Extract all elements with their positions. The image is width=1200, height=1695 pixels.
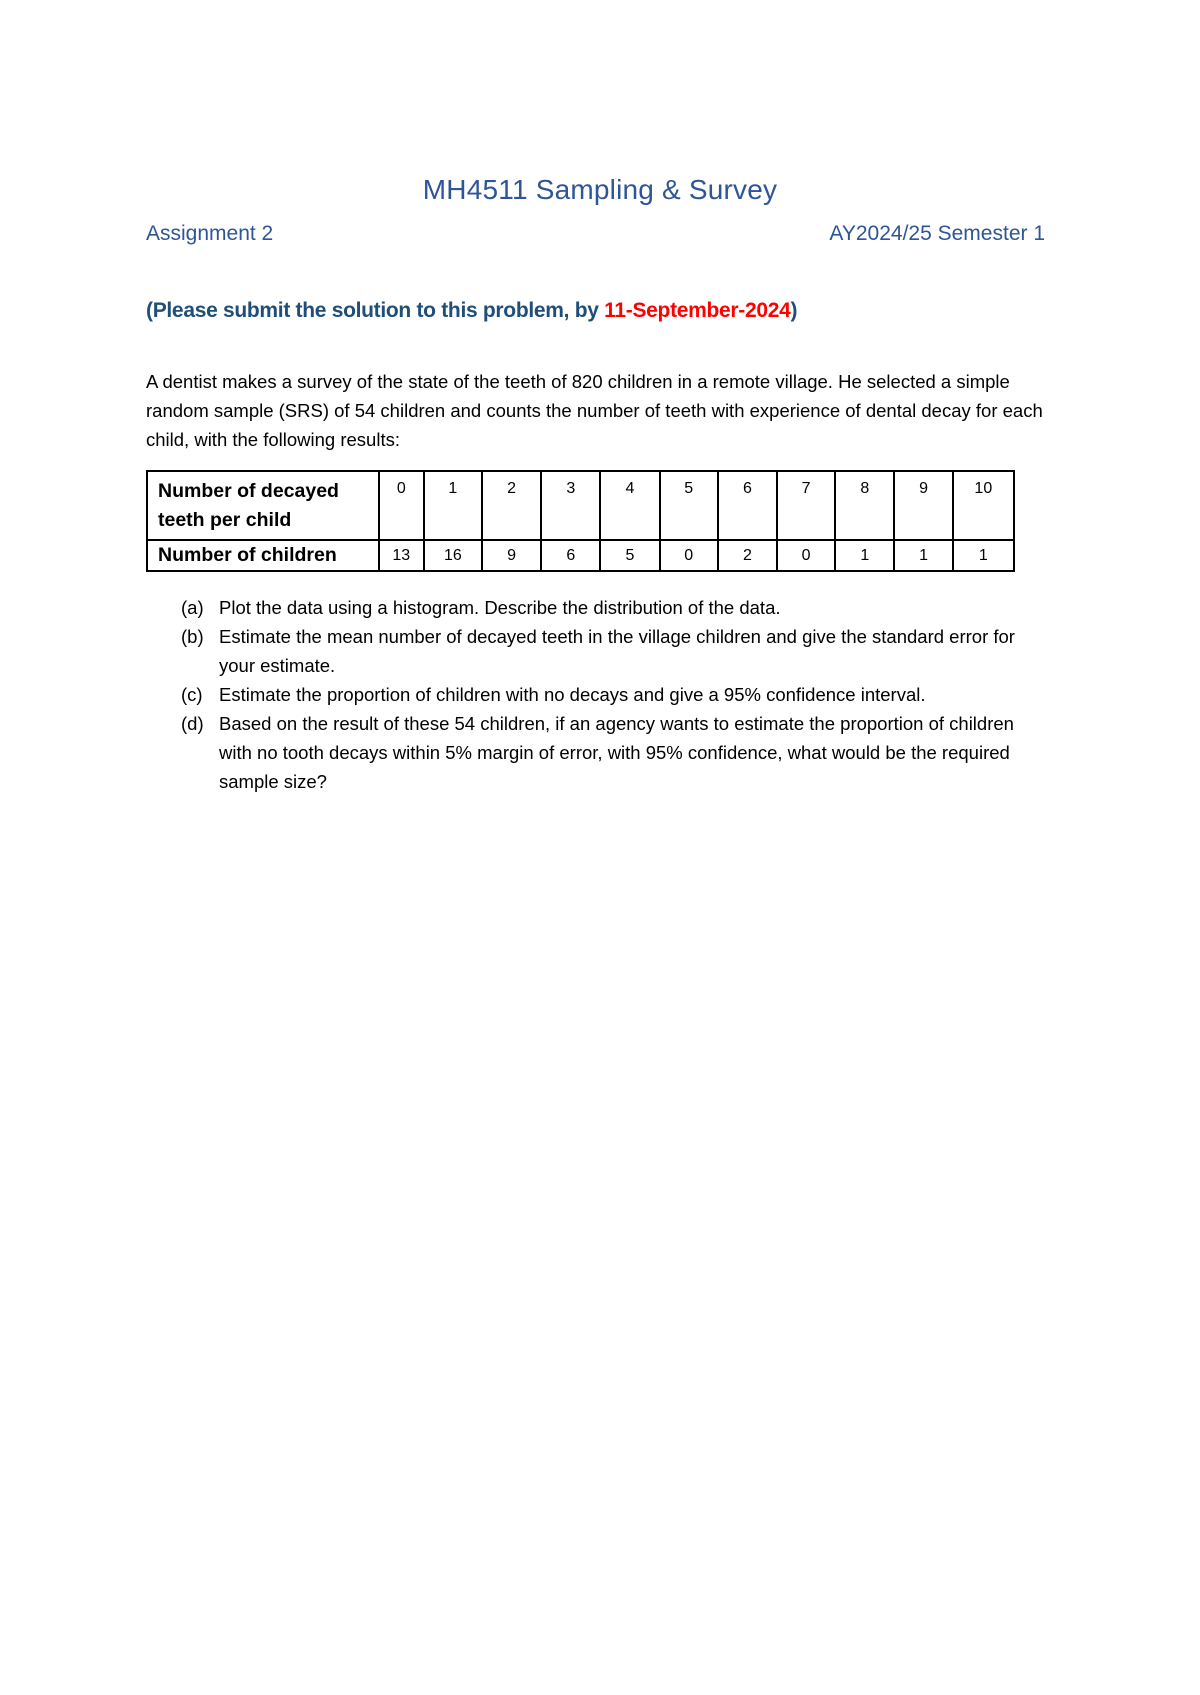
table-cell: 1 — [424, 471, 482, 540]
question-text: Based on the result of these 54 children, if an agency wants to estimate the proportion of children with no tooth decays within 5% margin of error, with 95% confidence, what would be the required sample size? — [219, 713, 1014, 792]
table-cell: 8 — [835, 471, 894, 540]
subheader — [146, 222, 1045, 246]
table-cell: 9 — [482, 540, 541, 571]
page-title: MH4511 Sampling & Survey — [422, 174, 778, 205]
table-cell: 0 — [660, 540, 718, 571]
deadline-date: 11-September-2024 — [604, 299, 791, 322]
instruction-suffix: ) — [790, 299, 798, 322]
question-item — [146, 622, 1051, 680]
question-label: (b) — [181, 626, 204, 647]
table-cell: 6 — [541, 540, 600, 571]
question-item — [146, 593, 1051, 622]
table-cell: 2 — [718, 540, 777, 571]
row-header-decayed: Number of decayed teeth per child — [147, 471, 379, 540]
table-cell: 13 — [379, 540, 424, 571]
table-cell: 10 — [953, 471, 1014, 540]
table-cell: 1 — [894, 540, 952, 571]
table-cell: 16 — [424, 540, 482, 571]
table-cell: 1 — [835, 540, 894, 571]
table-cell: 9 — [894, 471, 952, 540]
question-item — [146, 709, 1051, 796]
question-item — [146, 680, 1051, 709]
instruction-prefix: (Please submit the solution to this problem, by — [146, 299, 605, 322]
table-row-children — [147, 540, 1014, 571]
question-text: Estimate the proportion of children with no decays and give a 95% confidence interval. — [219, 684, 926, 705]
table-cell: 5 — [600, 540, 659, 571]
row-header-children: Number of children — [147, 540, 379, 571]
question-list — [146, 593, 1051, 796]
term-label: AY2024/25 Semester 1 — [829, 222, 1045, 245]
table-cell: 7 — [777, 471, 835, 540]
question-text: Plot the data using a histogram. Describe the distribution of the data. — [219, 597, 781, 618]
data-table — [146, 470, 1015, 572]
table-cell: 6 — [718, 471, 777, 540]
problem-intro: A dentist makes a survey of the state of the teeth of 820 children in a remote village. He selected a simple random sample (SRS) of 54 children and counts the number of teeth with experience of dental decay for each child, with the following results: — [146, 371, 1043, 450]
question-label: (c) — [181, 684, 203, 705]
submission-instruction — [146, 299, 797, 323]
table-cell: 5 — [660, 471, 718, 540]
table-cell: 1 — [953, 540, 1014, 571]
table-cell: 4 — [600, 471, 659, 540]
assignment-label: Assignment 2 — [146, 222, 274, 245]
question-label: (d) — [181, 713, 204, 734]
question-label: (a) — [181, 597, 204, 618]
question-text: Estimate the mean number of decayed teeth in the village children and give the standard error for your estimate. — [219, 626, 1015, 676]
table-cell: 0 — [379, 471, 424, 540]
table-cell: 2 — [482, 471, 541, 540]
table-cell: 3 — [541, 471, 600, 540]
table-row-decayed — [147, 471, 1014, 540]
table-cell: 0 — [777, 540, 835, 571]
